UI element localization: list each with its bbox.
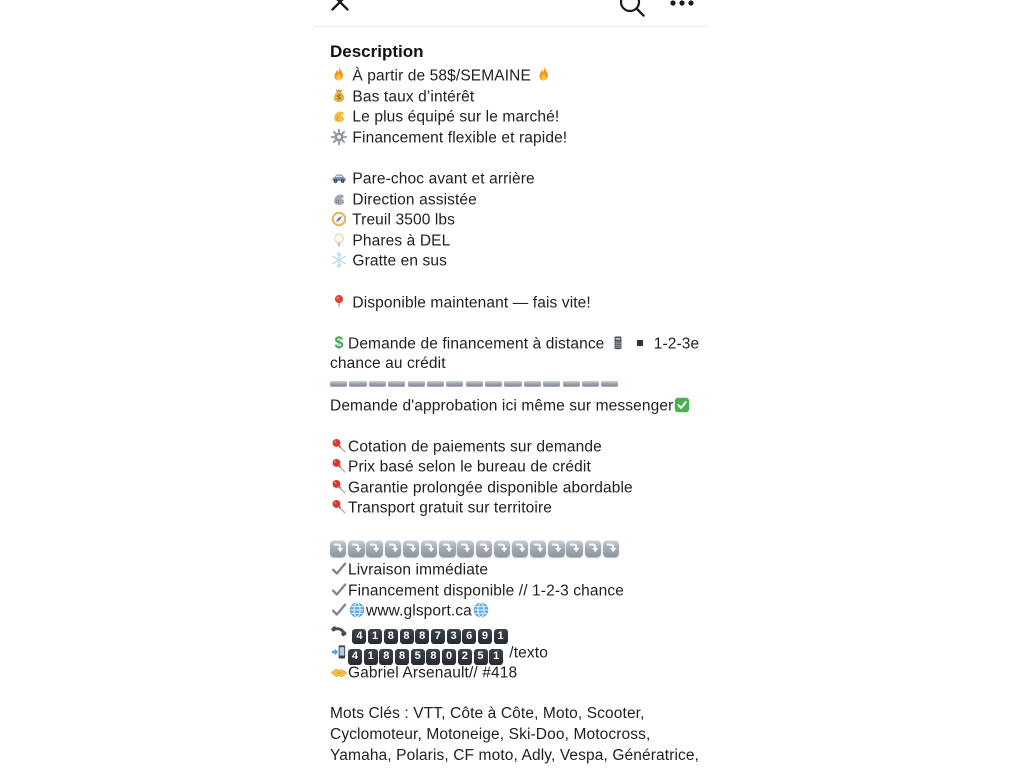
description-text: /texto bbox=[504, 644, 548, 662]
listing-description-panel bbox=[314, 0, 707, 768]
down-arrow-button-icon bbox=[476, 540, 492, 556]
description-text: Gratte en sus bbox=[348, 252, 448, 270]
keycap-digit: 8 bbox=[395, 649, 409, 665]
description-text: Disponible maintenant — fais vite! bbox=[348, 294, 591, 312]
keycap-digit: 1 bbox=[368, 629, 382, 645]
black-small-square-icon bbox=[631, 334, 649, 352]
description-line bbox=[330, 128, 691, 149]
keycap-digit: 6 bbox=[462, 629, 476, 645]
down-arrow-button-icon bbox=[548, 540, 564, 556]
description-line bbox=[330, 190, 691, 211]
pushpin-icon bbox=[330, 498, 348, 516]
description-text: Cyclomoteur, Motoneige, Ski-Doo, Motocross, bbox=[330, 726, 651, 743]
fire-icon bbox=[535, 66, 553, 84]
description-line bbox=[330, 354, 691, 375]
heavy-minus-icon bbox=[504, 381, 521, 386]
topbar bbox=[314, 0, 707, 27]
light-bulb-icon bbox=[330, 231, 348, 249]
description-text: Prix basé selon le bureau de crédit bbox=[348, 458, 591, 476]
description-line bbox=[330, 396, 691, 417]
description-line bbox=[330, 725, 691, 746]
description-line bbox=[330, 231, 691, 252]
down-arrow-button-icon bbox=[457, 540, 473, 556]
description-line bbox=[330, 375, 691, 396]
description-line bbox=[330, 107, 691, 128]
down-arrow-button-icon bbox=[366, 540, 382, 556]
heavy-minus-icon bbox=[349, 381, 366, 386]
keycap-digit: 0 bbox=[442, 649, 456, 665]
description-line bbox=[330, 87, 691, 108]
heavy-minus-icon bbox=[330, 381, 347, 386]
description-text: Financement flexible et rapide! bbox=[348, 129, 568, 147]
description-line bbox=[330, 746, 700, 767]
description-text: Bas taux d’intérêt bbox=[348, 88, 475, 106]
description-text: Demande d'approbation ici même sur messenger bbox=[330, 397, 674, 414]
keycap-digit: 4 bbox=[348, 649, 362, 665]
svg-text:$: $ bbox=[334, 333, 344, 352]
description-line bbox=[330, 251, 691, 272]
keycap-digit: 4 bbox=[352, 629, 366, 645]
description-line bbox=[330, 169, 691, 190]
description-line bbox=[330, 684, 691, 705]
flexed-biceps-icon bbox=[330, 107, 348, 125]
description-line bbox=[330, 457, 691, 478]
description-text: www.glsport.ca bbox=[366, 602, 472, 620]
description-text: Le plus équipé sur le marché! bbox=[348, 108, 560, 126]
more-button[interactable] bbox=[669, 0, 695, 8]
heavy-minus-icon bbox=[427, 381, 444, 386]
keycap-digit: 8 bbox=[400, 629, 414, 645]
telephone-icon bbox=[330, 622, 348, 640]
down-arrow-button-icon bbox=[530, 540, 546, 556]
description-line bbox=[330, 540, 691, 561]
check-mark-icon bbox=[330, 581, 348, 599]
search-button[interactable] bbox=[617, 0, 647, 19]
down-arrow-button-icon bbox=[403, 540, 419, 556]
fire-icon bbox=[330, 66, 348, 84]
close-icon bbox=[328, 2, 352, 17]
heavy-minus-icon bbox=[582, 381, 599, 386]
heavy-minus-icon bbox=[466, 381, 483, 386]
description-line bbox=[330, 272, 691, 293]
heavy-minus-icon bbox=[563, 381, 580, 386]
heavy-minus-icon bbox=[601, 381, 618, 386]
description-body bbox=[330, 66, 700, 766]
keycap-digit: 5 bbox=[474, 649, 488, 665]
description-heading: Description bbox=[330, 42, 424, 61]
globe-icon bbox=[348, 601, 366, 619]
description-line bbox=[330, 148, 691, 169]
description-line bbox=[330, 66, 691, 87]
heavy-minus-icon bbox=[408, 381, 425, 386]
description-line bbox=[330, 663, 691, 684]
pushpin-icon bbox=[330, 457, 348, 475]
down-arrow-button-icon bbox=[330, 540, 346, 556]
pushpin-icon bbox=[330, 478, 348, 496]
description-line bbox=[330, 437, 691, 458]
description-text: Demande de financement à distance bbox=[348, 335, 609, 353]
check-mark-icon bbox=[330, 601, 348, 619]
keycap-digit: 9 bbox=[478, 629, 492, 645]
description-text: Financement disponible // 1-2-3 chance bbox=[348, 582, 624, 600]
down-arrow-button-icon bbox=[439, 540, 455, 556]
white-check-mark-icon bbox=[673, 396, 691, 414]
description-line bbox=[330, 293, 691, 314]
down-arrow-button-icon bbox=[566, 540, 582, 556]
keycap-digit: 7 bbox=[431, 629, 445, 645]
heavy-minus-icon bbox=[543, 381, 560, 386]
down-arrow-button-icon bbox=[512, 540, 528, 556]
description-line bbox=[330, 498, 691, 519]
description-line bbox=[330, 622, 691, 643]
description-section bbox=[314, 41, 707, 766]
description-line bbox=[330, 560, 691, 581]
keycap-digit: 8 bbox=[384, 629, 398, 645]
keycap-digit: 1 bbox=[489, 649, 503, 665]
gear-icon bbox=[330, 128, 348, 146]
keycap-digit: 8 bbox=[415, 629, 429, 645]
down-arrow-button-icon bbox=[348, 540, 364, 556]
check-mark-icon bbox=[330, 560, 348, 578]
description-text: Mots Clés : VTT, Côte à Côte, Moto, Scooter, bbox=[330, 705, 645, 723]
description-text: Yamaha, Polaris, CF moto, Adly, Vespa, Génératrice, bbox=[330, 746, 700, 764]
description-text: Transport gratuit sur territoire bbox=[348, 499, 552, 517]
description-line bbox=[330, 333, 700, 355]
heavy-minus-icon bbox=[524, 381, 541, 386]
heavy-minus-icon bbox=[369, 381, 386, 386]
description-line bbox=[330, 643, 691, 664]
mechanical-arm-icon bbox=[330, 190, 348, 208]
description-text: Treuil 3500 lbs bbox=[348, 211, 456, 229]
search-icon bbox=[617, 7, 647, 22]
description-line bbox=[330, 416, 691, 437]
calculator-icon bbox=[609, 334, 627, 352]
keycap-digit: 1 bbox=[364, 649, 378, 665]
description-text: Direction assistée bbox=[348, 191, 477, 209]
heavy-minus-icon bbox=[485, 381, 502, 386]
keycap-digit: 8 bbox=[426, 649, 440, 665]
description-line bbox=[330, 601, 691, 622]
description-text: Pare-choc avant et arrière bbox=[348, 170, 535, 188]
keycap-digit: 5 bbox=[411, 649, 425, 665]
keycap-digit: 3 bbox=[447, 629, 461, 645]
heavy-minus-icon bbox=[388, 381, 405, 386]
description-text: Cotation de paiements sur demande bbox=[348, 438, 602, 456]
description-line bbox=[330, 581, 691, 602]
description-text: Livraison immédiate bbox=[348, 561, 489, 579]
description-line bbox=[330, 313, 691, 334]
money-bag-icon bbox=[330, 87, 348, 105]
keycap-digit: 1 bbox=[494, 629, 508, 645]
description-line bbox=[330, 519, 691, 540]
down-arrow-button-icon bbox=[385, 540, 401, 556]
description-text: Phares à DEL bbox=[348, 232, 451, 250]
more-options-icon bbox=[669, 0, 695, 11]
dollar-icon bbox=[330, 334, 348, 352]
snowflake-icon bbox=[330, 251, 348, 269]
globe-icon bbox=[472, 601, 490, 619]
close-button[interactable] bbox=[328, 0, 352, 14]
down-arrow-button-icon bbox=[494, 540, 510, 556]
description-text: chance au crédit bbox=[330, 355, 446, 373]
description-line bbox=[330, 210, 691, 231]
handshake-icon bbox=[330, 663, 348, 681]
description-line bbox=[330, 478, 691, 499]
suv-icon bbox=[330, 169, 348, 187]
description-text: 1-2-3e bbox=[649, 335, 700, 353]
compass-icon bbox=[330, 210, 348, 228]
mobile-arrow-icon bbox=[330, 643, 348, 661]
description-text: À partir de 58$/SEMAINE bbox=[348, 67, 536, 85]
round-pushpin-icon bbox=[330, 293, 348, 311]
description-line bbox=[330, 704, 691, 725]
down-arrow-button-icon bbox=[585, 540, 601, 556]
down-arrow-button-icon bbox=[421, 540, 437, 556]
description-text: Garantie prolongée disponible abordable bbox=[348, 479, 633, 497]
keycap-digit: 2 bbox=[458, 649, 472, 665]
pushpin-icon bbox=[330, 437, 348, 455]
down-arrow-button-icon bbox=[603, 540, 619, 556]
heavy-minus-icon bbox=[446, 381, 463, 386]
keycap-digit: 8 bbox=[379, 649, 393, 665]
svg-text:$: $ bbox=[336, 92, 342, 102]
description-text: Gabriel Arsenault// #418 bbox=[348, 664, 518, 682]
